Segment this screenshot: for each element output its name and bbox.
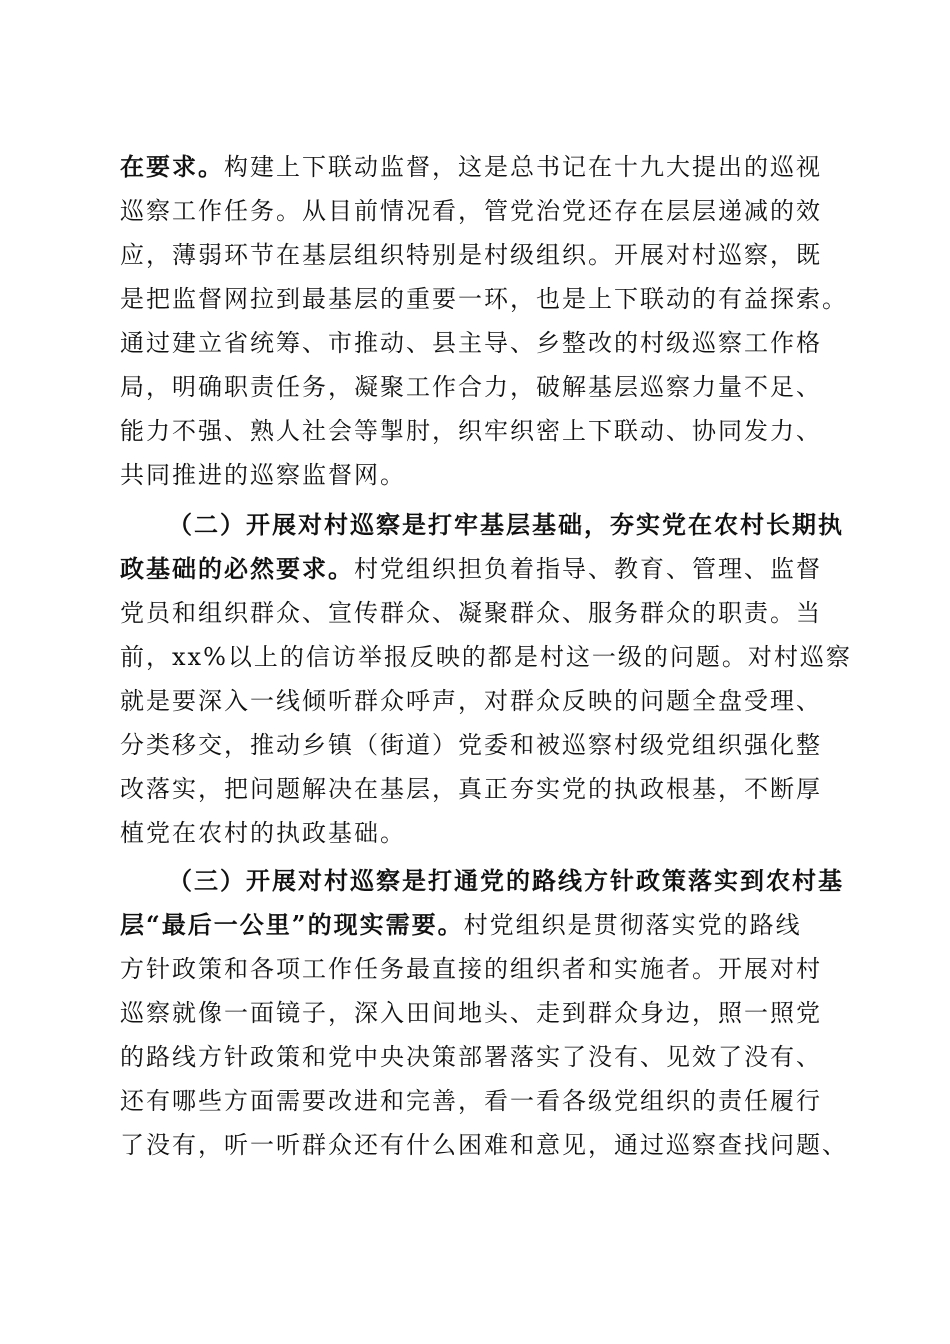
text-line: 前，xx%以上的信访举报反映的都是村这一级的问题。对村巡察	[120, 643, 852, 671]
text-line: 应，薄弱环节在基层组织特别是村级组织。开展对村巡察，既	[120, 241, 822, 269]
bold-text: 在要求。	[120, 152, 224, 181]
section-heading-line: （二）开展对村巡察是打牢基层基础，夯实党在农村长期执	[168, 510, 844, 539]
bold-text: 层“最后一公里”的现实需要。	[120, 910, 464, 939]
text-line: 是把监督网拉到最基层的重要一环，也是上下联动的有益探索。	[120, 285, 848, 313]
text-line: 局，明确职责任务，凝聚工作合力，破解基层巡察力量不足、	[120, 373, 822, 401]
text-line: 巡察就像一面镜子，深入田间地头、走到群众身边，照一照党	[120, 999, 822, 1027]
text-line: 能力不强、熟人社会等掣肘，织牢织密上下联动、协同发力、	[120, 417, 822, 445]
text-line: 植党在农村的执政基础。	[120, 819, 406, 847]
text-line: 党员和组织群众、宣传群众、凝聚群众、服务群众的职责。当	[120, 599, 822, 627]
text-line	[120, 910, 802, 940]
text-line: 分类移交，推动乡镇（街道）党委和被巡察村级党组织强化整	[120, 731, 822, 759]
section-heading-line: （三）开展对村巡察是打通党的路线方针政策落实到农村基	[168, 866, 844, 895]
body-text: 村党组织是贯彻落实党的路线	[463, 911, 802, 939]
text-line: 巡察工作任务。从目前情况看，管党治党还存在层层递减的效	[120, 197, 822, 225]
text-line: 了没有，听一听群众还有什么困难和意见，通过巡察查找问题、	[120, 1131, 848, 1159]
text-line	[120, 152, 822, 182]
text-line: 的路线方针政策和党中央决策部署落实了没有、见效了没有、	[120, 1043, 822, 1071]
text-line	[120, 554, 822, 584]
text-line: 共同推进的巡察监督网。	[120, 461, 406, 489]
text-line: 就是要深入一线倾听群众呼声，对群众反映的问题全盘受理、	[120, 687, 822, 715]
text-line: 改落实，把问题解决在基层，真正夯实党的执政根基，不断厚	[120, 775, 822, 803]
body-text: 村党组织担负着指导、教育、管理、监督	[354, 555, 822, 583]
body-text: 构建上下联动监督，这是总书记在十九大提出的巡视	[224, 153, 822, 181]
text-line: 通过建立省统筹、市推动、县主导、乡整改的村级巡察工作格	[120, 329, 822, 357]
text-line: 方针政策和各项工作任务最直接的组织者和实施者。开展对村	[120, 955, 822, 983]
bold-text: 政基础的必然要求。	[120, 554, 354, 583]
text-line: 还有哪些方面需要改进和完善，看一看各级党组织的责任履行	[120, 1087, 822, 1115]
